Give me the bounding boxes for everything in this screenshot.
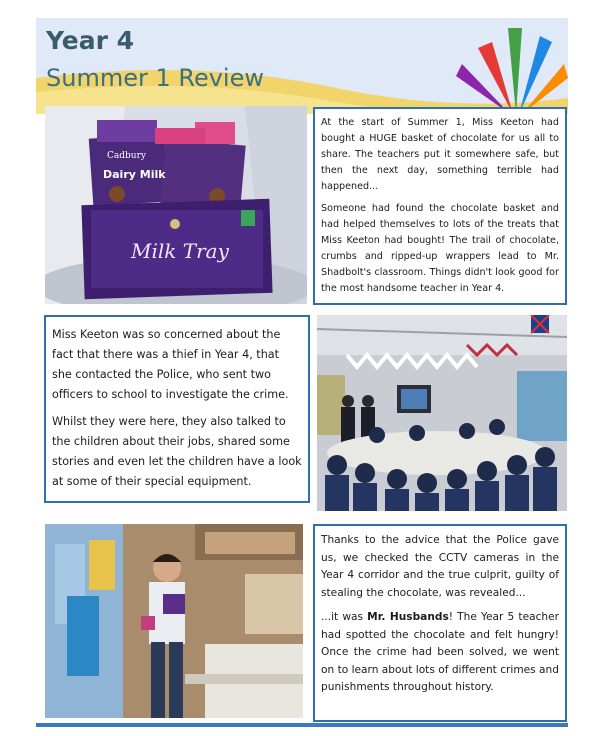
police-visit-paragraph-2: Whilst they were here, they also talked to the children about their jobs, shared some stories and even let the children have a look at some of their special equipment. [52,415,302,488]
police-visit-paragraph-1: Miss Keeton was so concerned about the fact that there was a thief in Year 4, that she contacted the Police, who sent two officers to school to investigate the crime. [52,328,289,401]
story-intro-paragraph-2: Someone had found the chocolate basket and had helped themselves to lots of the treats that Miss Keeton had bought! The trail of chocolate, crumbs and ripped-up wrappers lead to Mr. Shadbolt's classroom. Things didn't look good for the most handsome teacher in Year 4. [321,203,559,294]
police-visit-box [44,315,310,503]
police-classroom-photo [317,315,567,511]
chocolate-basket-photo [45,106,307,304]
box1-name-text: Dairy Milk [103,168,166,181]
culprit-reveal-paragraph-1: Thanks to the advice that the Police gave us, we checked the CCTV cameras in the Year 4 corridor and the true culprit, guilty of stealing the chocolate, was revealed... [321,534,559,599]
story-intro-paragraph-1: At the start of Summer 1, Miss Keeton had bought a HUGE basket of chocolate for us all to share. The teachers put it somewhere safe, but then the next day, something terrible had happened... [321,117,559,192]
culprit-reveal-box [313,524,567,722]
culprit-reveal-rest: ! The Year 5 teacher had spotted the chocolate and felt hungry! Once the crime had been solved, we went on to learn about lots of different crimes and punishments throughout history. [321,611,559,693]
newsletter-subtitle: Summer 1 Review [46,64,264,92]
culprit-name: Mr. Husbands [367,611,449,623]
newsletter-page [36,18,568,730]
culprit-reveal-lead: ...it was [321,611,368,623]
box2-name-text: Milk Tray [131,239,229,263]
sunburst-decoration [418,18,568,114]
box1-brand-text: Cadbury [107,151,146,161]
newsletter-title: Year 4 [46,26,135,55]
culprit-teacher-photo [45,524,303,718]
story-intro-box [313,107,567,305]
culprit-reveal-paragraph-2 [321,609,559,697]
footer-line [36,723,568,727]
